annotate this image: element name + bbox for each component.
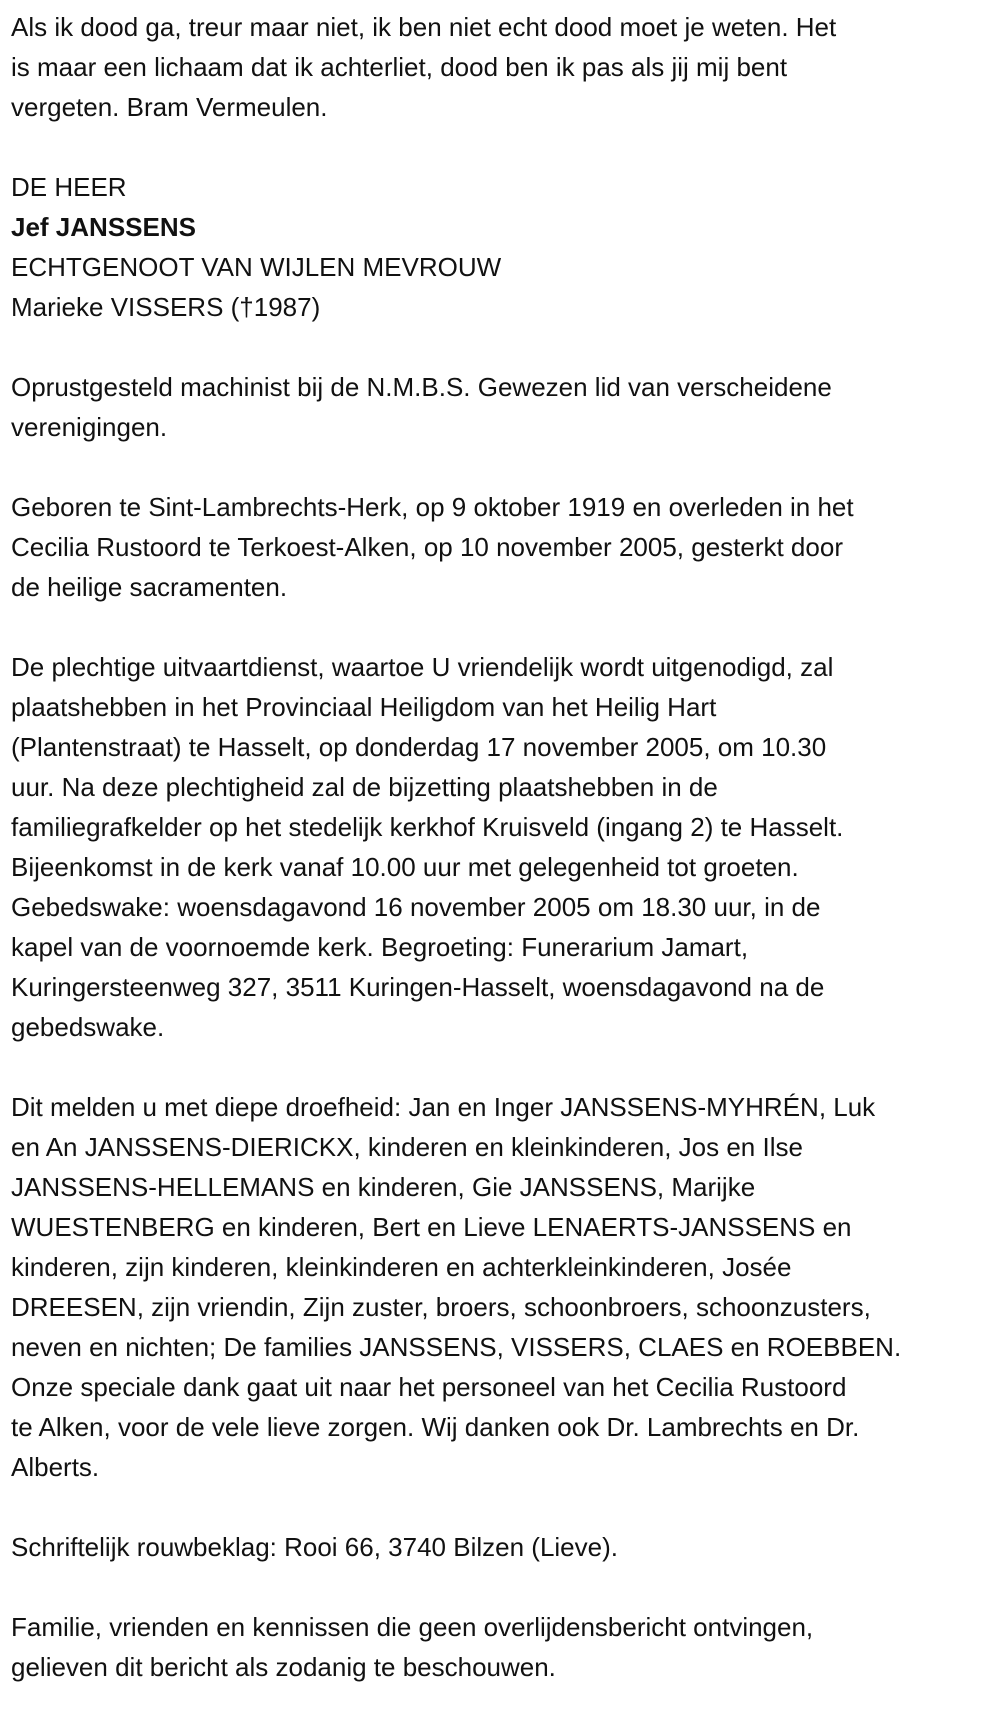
deceased-name: Jef JANSSENS [11,212,196,242]
family-paragraph [11,1087,1000,1487]
text-line: Als ik dood ga, treur maar niet, ik ben niet echt dood moet je weten. Het [11,12,837,42]
text-line: (Plantenstraat) te Hasselt, op donderdag 17 november 2005, om 10.30 [11,732,827,762]
text-line: Cecilia Rustoord te Terkoest-Alken, op 10 november 2005, gesterkt door [11,532,843,562]
text-line: Onze speciale dank gaat uit naar het personeel van het Cecilia Rustoord [11,1372,847,1402]
salutation: DE HEER [11,172,127,202]
funeral-paragraph [11,647,1000,1047]
occupation-paragraph [11,367,1000,447]
text-line: Kuringersteenweg 327, 3511 Kuringen-Hasselt, woensdagavond na de [11,972,825,1002]
text-line: Schriftelijk rouwbeklag: Rooi 66, 3740 Bilzen (Lieve). [11,1532,618,1562]
closing-paragraph [11,1607,1000,1687]
text-line: te Alken, voor de vele lieve zorgen. Wij danken ook Dr. Lambrechts en Dr. [11,1412,860,1442]
text-line: WUESTENBERG en kinderen, Bert en Lieve LENAERTS-JANSSENS en [11,1212,852,1242]
text-line: Gebedswake: woensdagavond 16 november 2005 om 18.30 uur, in de [11,892,821,922]
text-line: plaatshebben in het Provinciaal Heiligdom van het Heilig Hart [11,692,717,722]
text-line: Alberts. [11,1452,100,1482]
text-line: kinderen, zijn kinderen, kleinkinderen en achterkleinkinderen, Josée [11,1252,792,1282]
relation: ECHTGENOOT VAN WIJLEN MEVROUW [11,252,502,282]
text-line: kapel van de voornoemde kerk. Begroeting: Funerarium Jamart, [11,932,749,962]
text-line: JANSSENS-HELLEMANS en kinderen, Gie JANSSENS, Marijke [11,1172,756,1202]
text-line: vergeten. Bram Vermeulen. [11,92,328,122]
text-line: gebedswake. [11,1012,165,1042]
text-line: Oprustgesteld machinist bij de N.M.B.S. Gewezen lid van verscheidene [11,372,832,402]
text-line: en An JANSSENS-DIERICKX, kinderen en kleinkinderen, Jos en Ilse [11,1132,803,1162]
birth-death-paragraph [11,487,1000,607]
text-line: Dit melden u met diepe droefheid: Jan en Inger JANSSENS-MYHRÉN, Luk [11,1092,876,1122]
text-line: uur. Na deze plechtigheid zal de bijzetting plaatshebben in de [11,772,718,802]
deceased-header [11,167,1000,327]
quote-paragraph [11,7,1000,127]
text-line: verenigingen. [11,412,168,442]
text-line: De plechtige uitvaartdienst, waartoe U vriendelijk wordt uitgenodigd, zal [11,652,834,682]
text-line: DREESEN, zijn vriendin, Zijn zuster, broers, schoonbroers, schoonzusters, [11,1292,871,1322]
spouse-name: Marieke VISSERS (†1987) [11,292,321,322]
text-line: Familie, vrienden en kennissen die geen overlijdensbericht ontvingen, [11,1612,814,1642]
text-line: de heilige sacramenten. [11,572,288,602]
text-line: gelieven dit bericht als zodanig te beschouwen. [11,1652,556,1682]
condolence-paragraph [11,1527,1000,1567]
text-line: neven en nichten; De families JANSSENS, VISSERS, CLAES en ROEBBEN. [11,1332,902,1362]
text-line: Geboren te Sint-Lambrechts-Herk, op 9 oktober 1919 en overleden in het [11,492,854,522]
text-line: Bijeenkomst in de kerk vanaf 10.00 uur met gelegenheid tot groeten. [11,852,799,882]
text-line: familiegrafkelder op het stedelijk kerkhof Kruisveld (ingang 2) te Hasselt. [11,812,844,842]
text-line: is maar een lichaam dat ik achterliet, dood ben ik pas als jij mij bent [11,52,788,82]
